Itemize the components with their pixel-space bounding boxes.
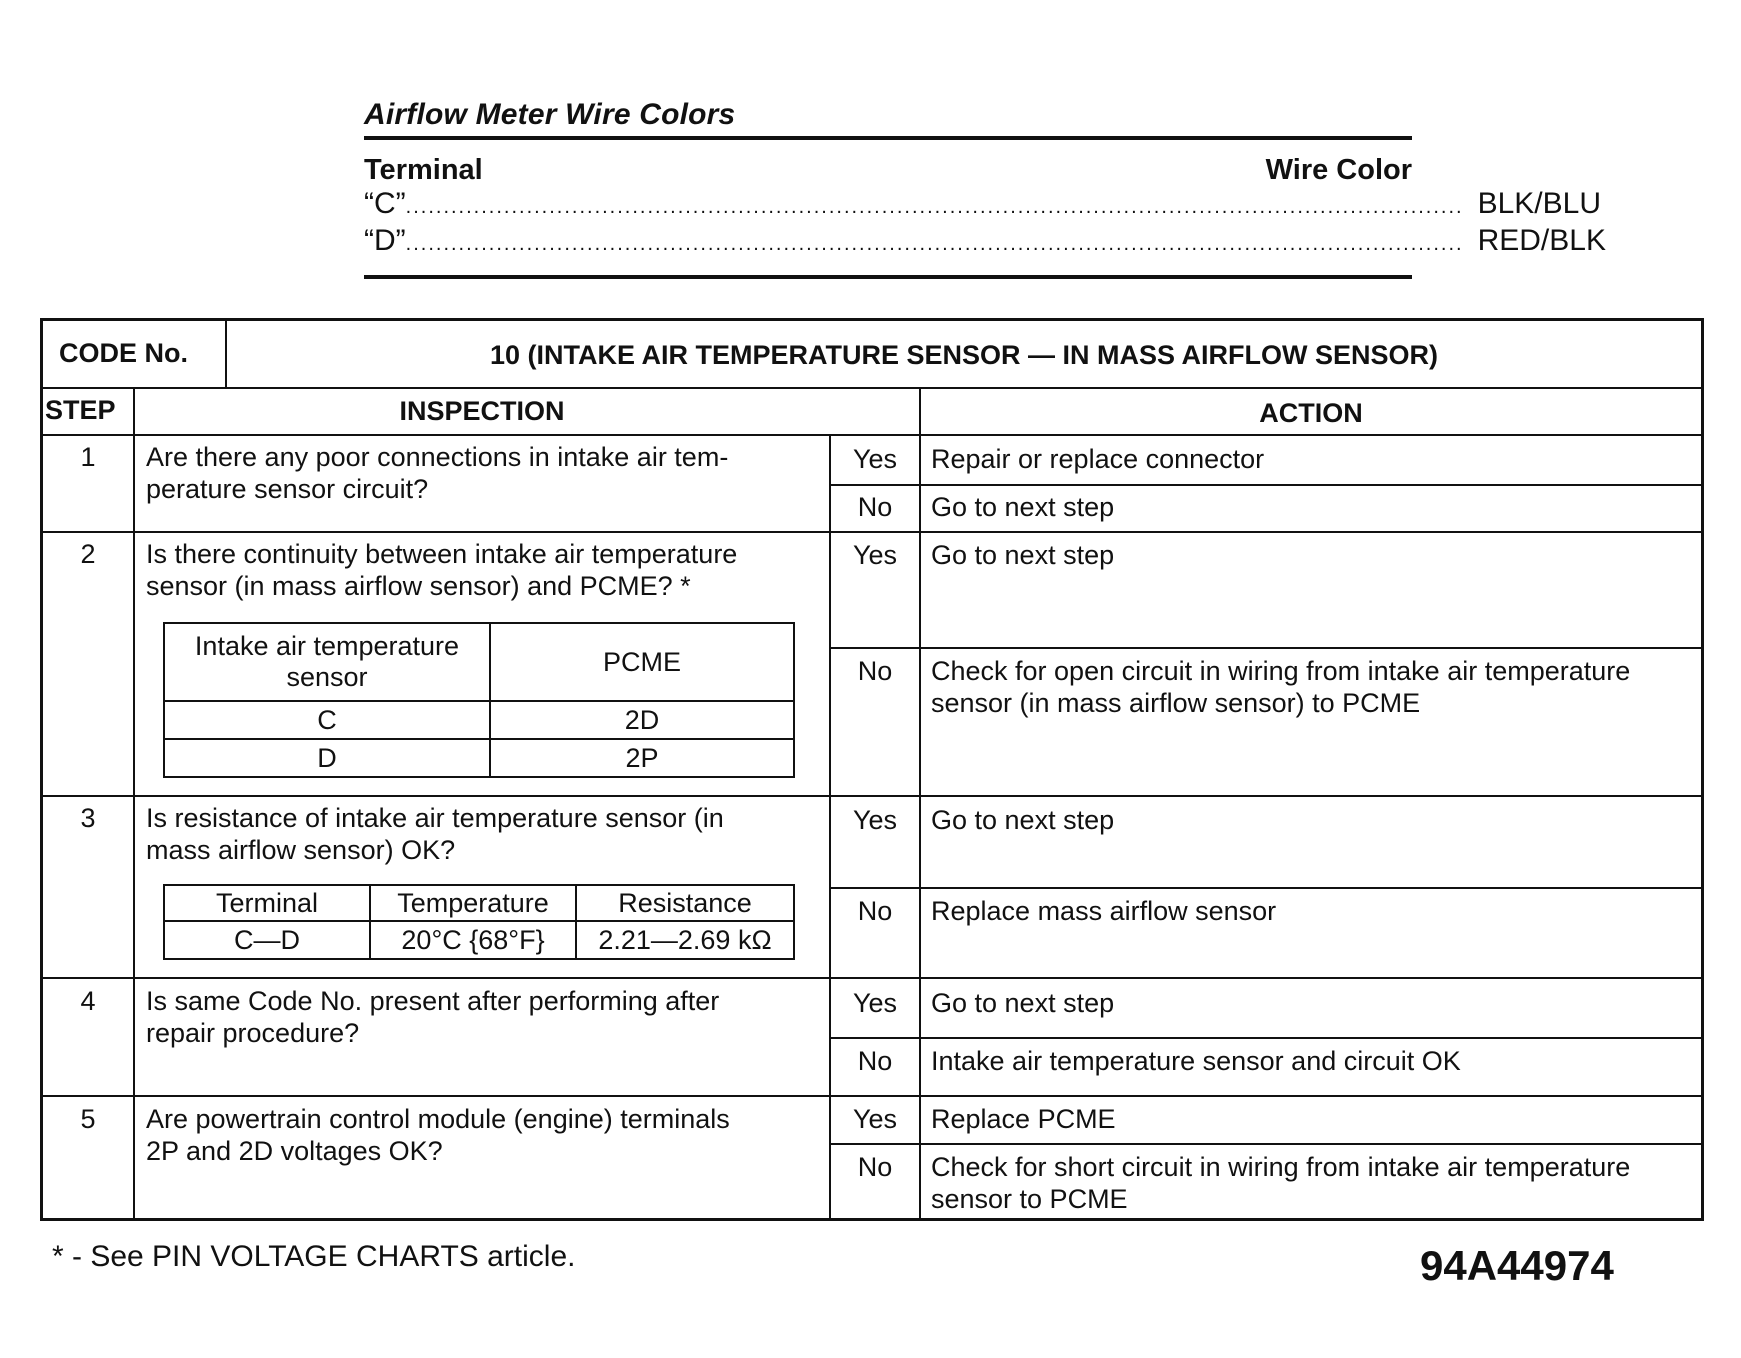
code-no-label: CODE No. [59, 338, 189, 368]
step-number: 3 [80, 803, 96, 833]
yes-label: Yes [852, 1104, 898, 1134]
yes-label: Yes [852, 805, 898, 835]
inspection-text: Is same Code No. present after performing after [146, 986, 720, 1016]
legend-wire-color: BLK/BLU [1477, 187, 1601, 220]
no-label: No [857, 656, 893, 686]
no-label: No [857, 492, 893, 522]
inspection-text: perature sensor circuit? [146, 474, 429, 504]
legend-row-c [364, 187, 1601, 224]
code-title: 10 (INTAKE AIR TEMPERATURE SENSOR — IN MASS AIRFLOW SENSOR) [489, 340, 1439, 370]
table-header-cell: Resistance [576, 885, 794, 921]
yes-label: Yes [852, 988, 898, 1018]
figure-id: 94A44974 [1420, 1242, 1614, 1289]
table-header-cell: PCME [490, 623, 794, 701]
yes-action: Go to next step [931, 805, 1115, 835]
header-text: Intake air temperature [194, 631, 460, 661]
leader-dots: ............................................................................................................................................ [405, 196, 1464, 218]
table-cell: 2.21—2.69 kΩ [576, 921, 794, 959]
yes-label: Yes [852, 444, 898, 474]
table-row [164, 885, 794, 921]
step-number: 4 [80, 986, 96, 1016]
legend-terminal: “C” [364, 187, 406, 220]
no-action: Check for short circuit in wiring from intake air temperature [931, 1152, 1631, 1182]
inspection-text: Are there any poor connections in intake air tem- [146, 442, 729, 472]
step-number: 2 [80, 539, 96, 569]
col-step: STEP [45, 395, 116, 425]
no-action: Replace mass airflow sensor [931, 896, 1277, 926]
footnote: * - See PIN VOLTAGE CHARTS article. [52, 1240, 576, 1273]
divider [43, 434, 1701, 436]
col-action: ACTION [1259, 398, 1363, 428]
table-cell: 2D [490, 701, 794, 739]
wire-color-legend [364, 98, 1606, 279]
step-number: 1 [80, 442, 96, 472]
table-header-cell [164, 623, 490, 701]
no-action: sensor to PCME [931, 1184, 1128, 1214]
inspection-text: repair procedure? [146, 1018, 360, 1048]
leader-dots: ............................................................................................................................................ [405, 233, 1464, 255]
inspection-text: Is resistance of intake air temperature sensor (in [146, 803, 724, 833]
yes-action: Go to next step [931, 540, 1115, 570]
table-row [164, 701, 794, 739]
table-row [164, 623, 794, 701]
no-action: Intake air temperature sensor and circuit OK [931, 1046, 1461, 1076]
legend-col-wire-color: Wire Color [1265, 154, 1412, 186]
divider [43, 531, 1701, 533]
no-label: No [857, 1046, 893, 1076]
table-cell: 2P [490, 739, 794, 777]
inspection-text: Is there continuity between intake air temperature [146, 539, 738, 569]
inspection-text: 2P and 2D voltages OK? [146, 1136, 443, 1166]
step-number: 5 [80, 1104, 96, 1134]
legend-row-d [364, 224, 1606, 261]
divider [829, 1037, 1701, 1039]
divider [133, 387, 135, 1221]
header-text: sensor [286, 662, 368, 692]
no-label: No [857, 896, 893, 926]
divider [43, 795, 1701, 797]
inspection-text: sensor (in mass airflow sensor) and PCME? * [146, 571, 691, 601]
legend-wire-color: RED/BLK [1477, 224, 1606, 257]
resistance-table [163, 884, 795, 960]
table-row [164, 921, 794, 959]
yes-action: Replace PCME [931, 1104, 1116, 1134]
divider [829, 647, 1701, 649]
legend-divider [364, 275, 1412, 279]
no-action: sensor (in mass airflow sensor) to PCME [931, 688, 1421, 718]
inspection-text: Are powertrain control module (engine) terminals [146, 1104, 730, 1134]
diagnostic-table [40, 318, 1704, 1221]
inspection-text: mass airflow sensor) OK? [146, 835, 456, 865]
divider [829, 484, 1701, 486]
continuity-table [163, 622, 795, 778]
no-action: Check for open circuit in wiring from intake air temperature [931, 656, 1631, 686]
yes-label: Yes [852, 540, 898, 570]
table-cell: C [164, 701, 490, 739]
divider [829, 887, 1701, 889]
legend-header [364, 154, 1412, 187]
yes-action: Repair or replace connector [931, 444, 1265, 474]
table-header-cell: Temperature [370, 885, 576, 921]
table-header-cell: Terminal [164, 885, 370, 921]
divider [43, 1095, 1701, 1097]
divider [829, 1143, 1701, 1145]
table-cell: C—D [164, 921, 370, 959]
divider [43, 977, 1701, 979]
table-row [164, 739, 794, 777]
legend-col-terminal: Terminal [364, 154, 483, 186]
table-cell: D [164, 739, 490, 777]
no-action: Go to next step [931, 492, 1115, 522]
legend-terminal: “D” [364, 224, 406, 257]
no-label: No [857, 1152, 893, 1182]
table-cell: 20°C {68°F} [370, 921, 576, 959]
col-inspection: INSPECTION [399, 396, 565, 426]
yes-action: Go to next step [931, 988, 1115, 1018]
divider [43, 387, 1701, 389]
legend-title: Airflow Meter Wire Colors [364, 98, 1412, 140]
divider [919, 387, 921, 1221]
